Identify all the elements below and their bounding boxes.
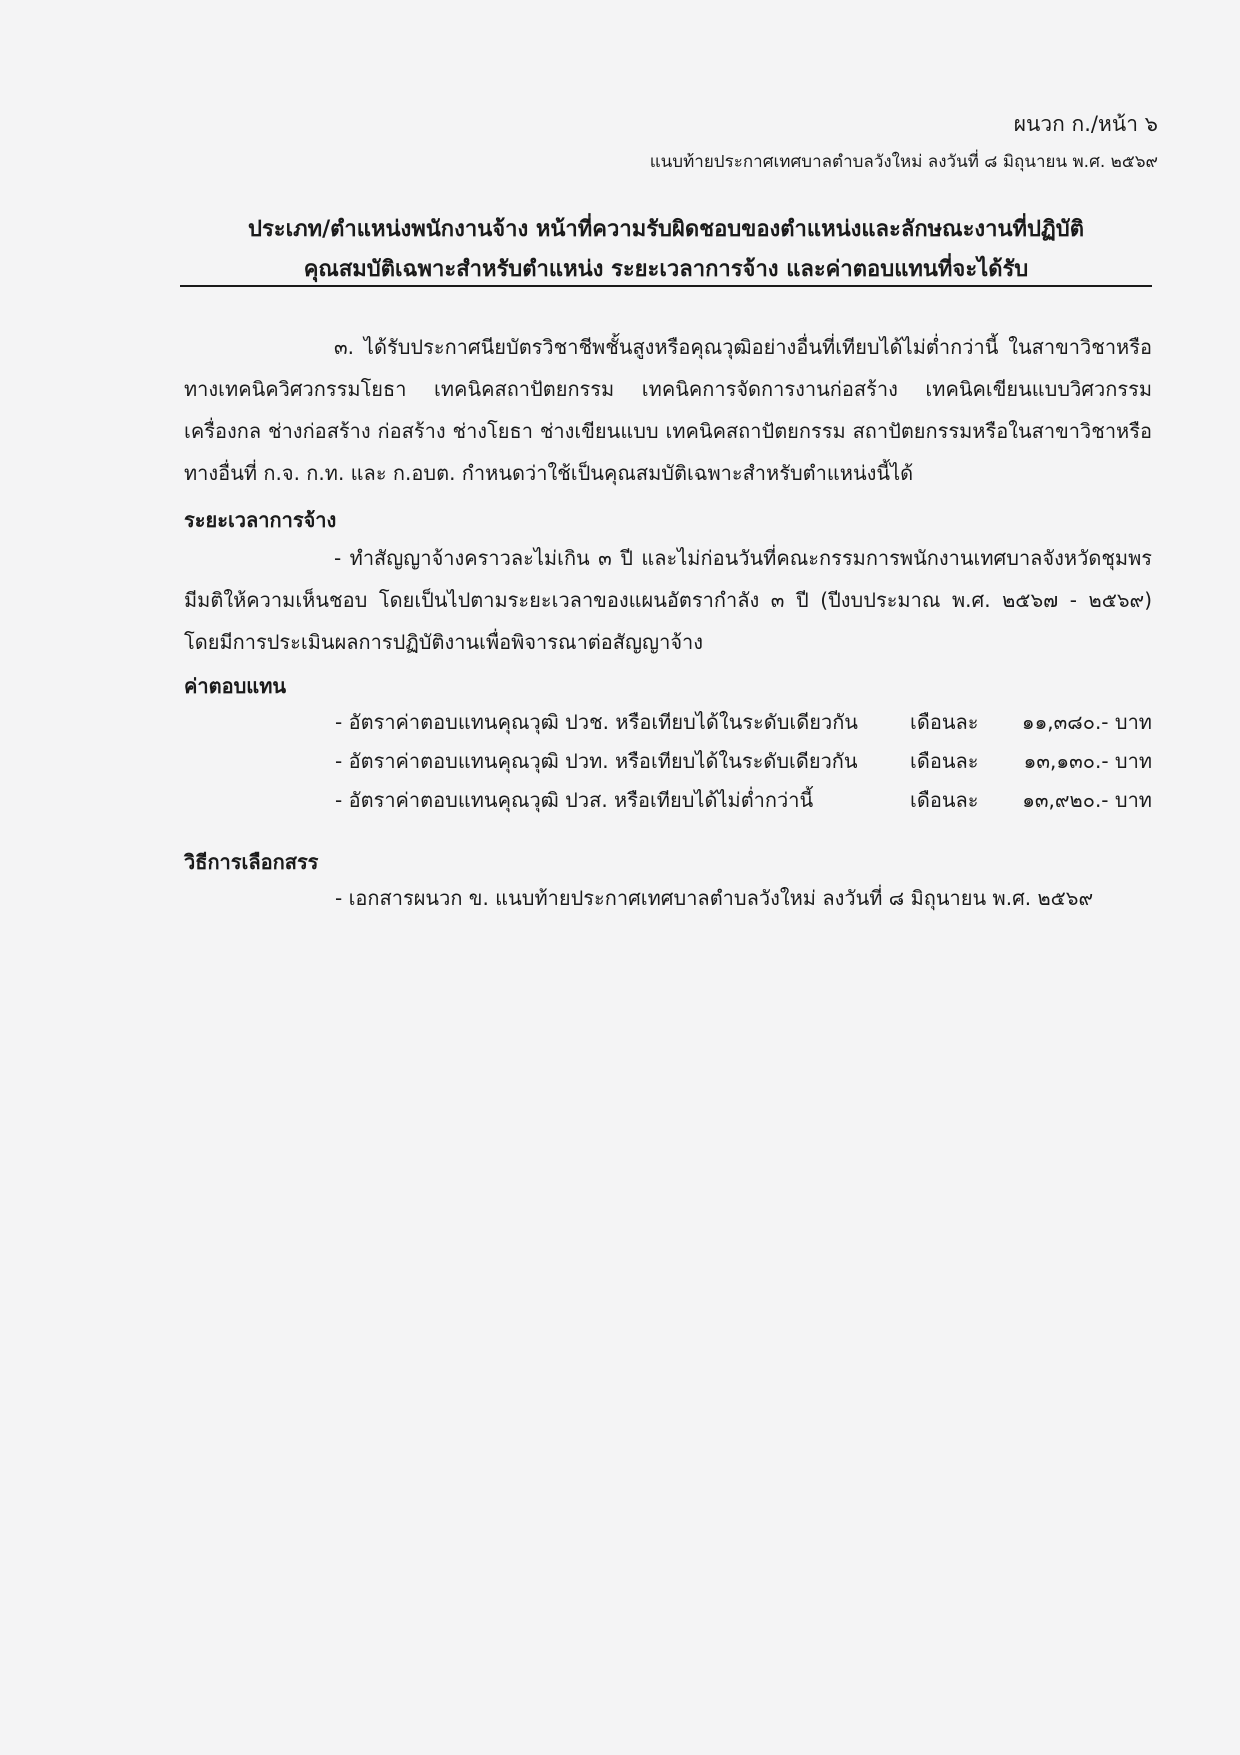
rate-amount: ๑๑,๓๘๐.- บาท <box>1021 710 1152 734</box>
title-underline <box>180 285 1152 287</box>
annex-page-reference: ผนวก ก./หน้า ๖ <box>1013 112 1158 136</box>
title-line-1: ประเภท/ตำแหน่งพนักงานจ้าง หน้าที่ความรับผิดชอบของตำแหน่งและลักษณะงานที่ปฏิบัติ <box>247 217 1085 242</box>
selection-method-text: - เอกสารผนวก ข. แนบท้ายประกาศเทศบาลตำบลวังใหม่ ลงวันที่ ๘ มิถุนายน พ.ศ. ๒๕๖๙ <box>335 886 1094 910</box>
selection-method-heading: วิธีการเลือกสรร <box>184 850 319 874</box>
employment-period-heading: ระยะเวลาการจ้าง <box>184 508 337 532</box>
rate-amount: ๑๓,๑๓๐.- บาท <box>1023 749 1152 773</box>
title-line-2: คุณสมบัติเฉพาะสำหรับตำแหน่ง ระยะเวลาการจ้าง และค่าตอบแทนที่จะได้รับ <box>303 257 1029 282</box>
rate-amount: ๑๓,๙๒๐.- บาท <box>1022 788 1152 812</box>
employment-period-paragraph: - ทำสัญญาจ้างคราวละไม่เกิน ๓ ปี และไม่ก่อนวันที่คณะกรรมการพนักงานเทศบาลจังหวัดชุมพรมีมติให้ความเห็นชอบ โดยเป็นไปตามระยะเวลาของแผนอัตรากำลัง ๓ ปี (ปีงบประมาณ พ.ศ. ๒๕๖๗ - ๒๕๖๙) โดยมีการประเมินผลการปฏิบัติงานเพื่อพิจารณาต่อสัญญาจ้าง <box>184 546 1152 654</box>
rate-per-month: เดือนละ <box>910 710 979 734</box>
rate-per-month: เดือนละ <box>910 788 979 812</box>
rate-row-higher-vocational-cert <box>335 784 1152 824</box>
annex-attachment-line: แนบท้ายประกาศเทศบาลตำบลวังใหม่ ลงวันที่ ๘ มิถุนายน พ.ศ. ๒๕๖๙ <box>649 152 1158 172</box>
qualification-paragraph: ๓. ได้รับประกาศนียบัตรวิชาชีพชั้นสูงหรือคุณวุฒิอย่างอื่นที่เทียบได้ไม่ต่ำกว่านี้ ในสาขาวิชาหรือทางเทคนิควิศวกรรมโยธา เทคนิคสถาปัตยกรรม เทคนิคการจัดการงานก่อสร้าง เทคนิคเขียนแบบวิศวกรรมเครื่องกล ช่างก่อสร้าง ก่อสร้าง ช่างโยธา ช่างเขียนแบบ เทคนิคสถาปัตยกรรม สถาปัตยกรรมหรือในสาขาวิชาหรือทางอื่นที่ ก.จ. ก.ท. และ ก.อบต. กำหนดว่าใช้เป็นคุณสมบัติเฉพาะสำหรับตำแหน่งนี้ได้ <box>184 335 1152 485</box>
rate-per-month: เดือนละ <box>910 749 979 773</box>
rate-row-technical-cert <box>335 745 1152 785</box>
rate-row-vocational-cert <box>335 706 1152 746</box>
compensation-heading: ค่าตอบแทน <box>184 674 287 698</box>
rate-label: - อัตราค่าตอบแทนคุณวุฒิ ปวท. หรือเทียบได้ในระดับเดียวกัน <box>335 749 858 773</box>
rate-label: - อัตราค่าตอบแทนคุณวุฒิ ปวช. หรือเทียบได้ในระดับเดียวกัน <box>335 710 858 734</box>
rate-label: - อัตราค่าตอบแทนคุณวุฒิ ปวส. หรือเทียบได้ไม่ต่ำกว่านี้ <box>335 788 814 812</box>
document-title <box>180 210 1152 290</box>
